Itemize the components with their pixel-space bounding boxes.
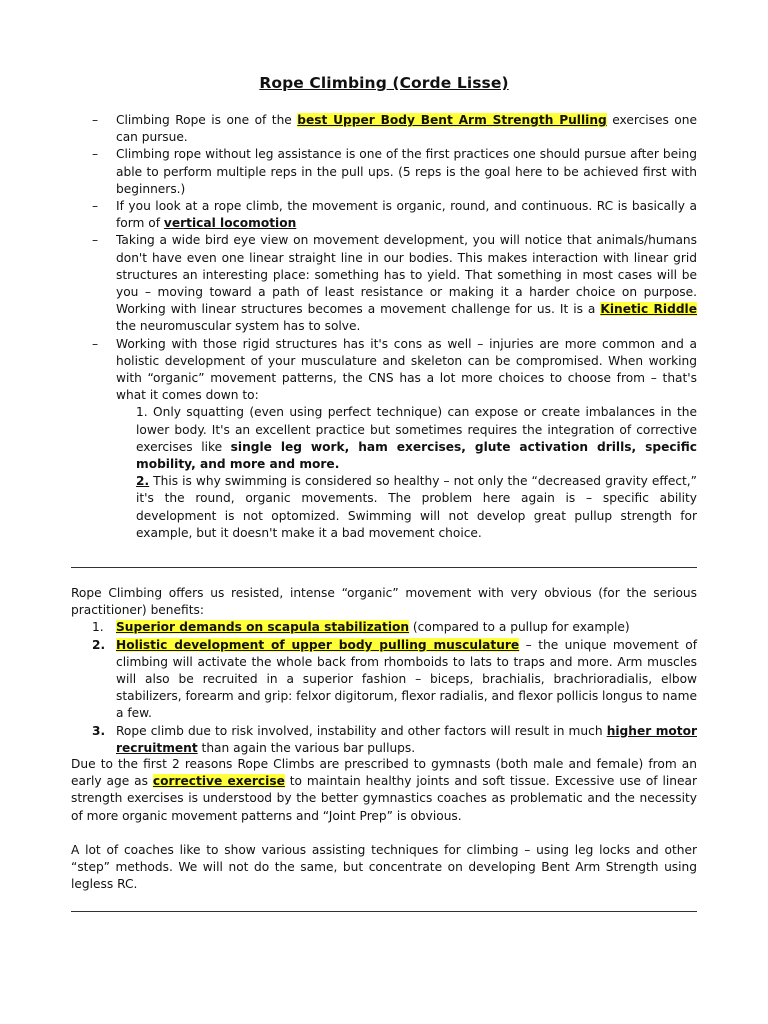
highlighted-phrase: best Upper Body Bent Arm Strength Pulling [297,113,607,127]
highlighted-phrase: Superior demands on scapula stabilization [116,620,410,635]
gymnast-paragraph: Due to the first 2 reasons Rope Climbs are prescribed to gymnasts (both male and female) from an early age as corrective exercise to maintain healthy joints and soft tissue. Excessive use of linear strength exercises is understood by the better gymnastics coaches as problematic and the necessity of more organic movement patterns and “Joint Prep” is obvious. [71,757,697,823]
dash-marker: – [92,336,99,351]
dash-marker: – [92,113,99,127]
bold-underlined-phrase: vertical locomotion [163,216,297,231]
page-title: Rope Climbing (Corde Lisse) [259,74,509,92]
sub-point-1: 1. Only squatting (even using perfect technique) can expose or create imbalances in the lower body. It's an excellent practice but sometimes requires the integration of corrective exercises like single leg work, ham exercises, glute activation drills, specific mobility, and more and more. [136,405,697,472]
bullet-item: – Climbing rope without leg assistance is one of the first practices one should pursue after being able to perform multiple reps in the pull ups. (5 reps is the goal here to be achieved first with beginners.) [92,147,697,196]
sub-point-2: 2. This is why swimming is considered so healthy – not only the “decreased gravity effect,” it's the round, organic movements. The problem here again is – specific ability development is not optomized. Swimming will not develop great pullup strength for example, but it doesn't make it a bad movement choice. [136,474,697,540]
highlighted-phrase: Kinetic Riddle [600,302,697,317]
list-item: 2. Holistic development of upper body pulling musculature – the unique movement of climbing will activate the whole back from rhomboids to lats to traps and more. Arm muscles will also be recruited in a superior fashion – biceps, brachialis, brachrioradialis, elbow stabilizers, forearm and grip: felxor digitorum, flexor radialis, and flexor pollicis longus to name a few. [92,637,698,721]
benefits-intro: Rope Climbing offers us resisted, intense “organic” movement with very obvious (for the serious practitioner) benefits: [71,586,697,618]
bullet-item: – Taking a wide bird eye view on movement development, you will notice that animals/humans don't have even one linear straight line in our bodies. This makes interaction with linear grid structures an interesting place: something has to yield. That something in most cases will be you – moving toward a path of least resistance or making it a harder choice on purpose. Working with linear structures becomes a movement challenge for us. It is a Kinetic Riddle the neuromuscular system has to solve. [92,233,697,334]
dash-marker: – [92,147,99,162]
dash-marker: – [92,199,99,214]
bullet-item: – Working with those rigid structures has it's cons as well – injuries are more common and a holistic development of your musculature and skeleton can be compromised. When working with “organic” movement patterns, the CNS has a lot more choices to choose from – that's what it comes down to: 1. Only squatting (even using perfect technique) can expose or create imbalances in the lower body. It's an excellent practice but sometimes requires the integration of corrective exercises like single leg work, ham exercises, glute activation drills, specific mobility, and more and more. 2. This is why swimming is considered so healthy – not only the “decreased gravity effect,” it's the round, organic movements. The problem here again is – specific ability development is not optomized. Swimming will not develop great pullup strength for example, but it doesn't make it a bad movement choice. [92,336,697,542]
dash-marker: – [92,233,99,248]
bold-underlined-phrase: higher motor recruitment [116,723,697,755]
benefits-section [71,585,697,757]
list-item: 3. Rope climb due to risk involved, instability and other factors will result in much higher motor recruitment than again the various bar pullups. [92,723,697,755]
coaches-paragraph: A lot of coaches like to show various assisting techniques for climbing – using leg locks and other “step” methods. We will not do the same, but concentrate on developing Bent Arm Strength using legless RC. [71,843,697,892]
bullet-item: – Climbing Rope is one of the best Upper Body Bent Arm Strength Pulling exercises one can pursue. [92,113,697,145]
list-item: 1. Superior demands on scapula stabilization (compared to a pullup for example) [92,620,630,635]
horizontal-rule [71,911,697,912]
benefits-list [71,619,697,757]
horizontal-rule [71,567,697,568]
highlighted-phrase: corrective exercise [152,774,285,789]
highlighted-phrase: Holistic development of upper body pulling musculature [116,637,520,652]
dash-bullet-list [92,112,697,542]
bullet-item: – If you look at a rope climb, the movement is organic, round, and continuous. RC is basically a form of vertical locomotion [92,199,697,231]
